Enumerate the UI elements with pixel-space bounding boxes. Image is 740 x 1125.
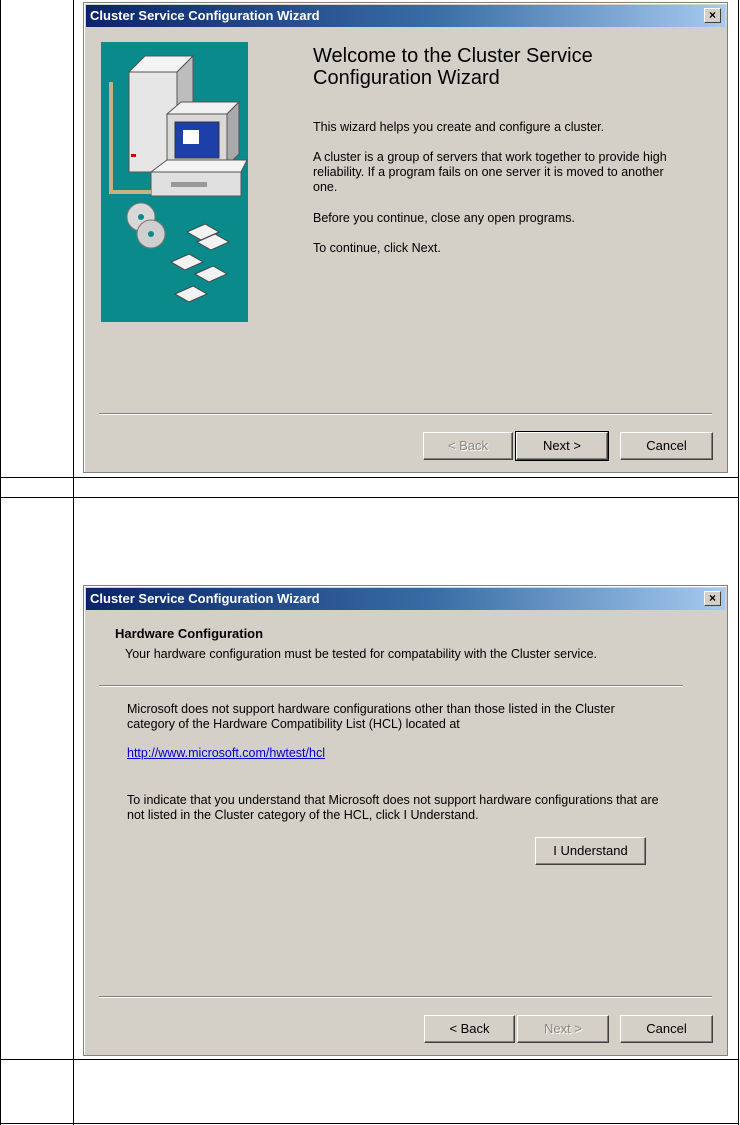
hardware-config-wizard-dialog	[83, 585, 728, 1056]
next-button[interactable]: Next >	[516, 432, 608, 460]
close-programs-text: Before you continue, close any open programs.	[313, 211, 575, 225]
table-border-bottom	[0, 1123, 739, 1124]
table-row-divider	[0, 477, 739, 478]
intro-text: This wizard helps you create and configure a cluster.	[313, 120, 605, 134]
welcome-wizard-dialog	[83, 2, 728, 473]
hcl-link[interactable]: http://www.microsoft.com/hwtest/hcl	[127, 746, 325, 760]
continue-text: To continue, click Next.	[313, 241, 441, 255]
window-title: Cluster Service Configuration Wizard	[90, 8, 320, 23]
header-separator	[99, 685, 683, 687]
table-border-right	[738, 0, 739, 1125]
button-separator	[99, 413, 712, 415]
table-column-divider	[73, 0, 74, 1125]
back-button[interactable]: < Back	[423, 432, 513, 460]
table-border-left	[0, 0, 1, 1125]
title-bar[interactable]	[86, 5, 725, 27]
button-separator	[99, 996, 712, 998]
wizard-banner-image	[101, 42, 248, 322]
title-bar[interactable]	[86, 588, 725, 610]
hcl-description-text: Microsoft does not support hardware configurations other than those listed in the Cluster category of the Hardware Compatibility List (HCL) located at	[127, 702, 615, 731]
next-button[interactable]: Next >	[517, 1015, 609, 1043]
cancel-button[interactable]: Cancel	[620, 432, 713, 460]
section-subtitle: Your hardware configuration must be tested for compatability with the Cluster service.	[125, 647, 597, 661]
window-title: Cluster Service Configuration Wizard	[90, 591, 320, 606]
table-row-divider	[0, 497, 739, 498]
welcome-heading: Welcome to the Cluster Service Configuration Wizard	[313, 45, 593, 89]
understand-instruction-text: To indicate that you understand that Microsoft does not support hardware configurations that are not listed in the Cluster category of the HCL, click I Understand.	[127, 793, 659, 822]
table-row-divider	[0, 1059, 739, 1060]
close-icon[interactable]: ×	[704, 8, 721, 23]
close-icon[interactable]: ×	[704, 591, 721, 606]
cancel-button[interactable]: Cancel	[620, 1015, 713, 1043]
back-button[interactable]: < Back	[424, 1015, 515, 1043]
i-understand-button[interactable]: I Understand	[535, 837, 646, 865]
cluster-description-text: A cluster is a group of servers that work together to provide high reliability. If a program fails on one server it is moved to another one.	[313, 150, 667, 194]
server-computer-illustration	[101, 42, 248, 322]
section-title: Hardware Configuration	[115, 626, 264, 641]
